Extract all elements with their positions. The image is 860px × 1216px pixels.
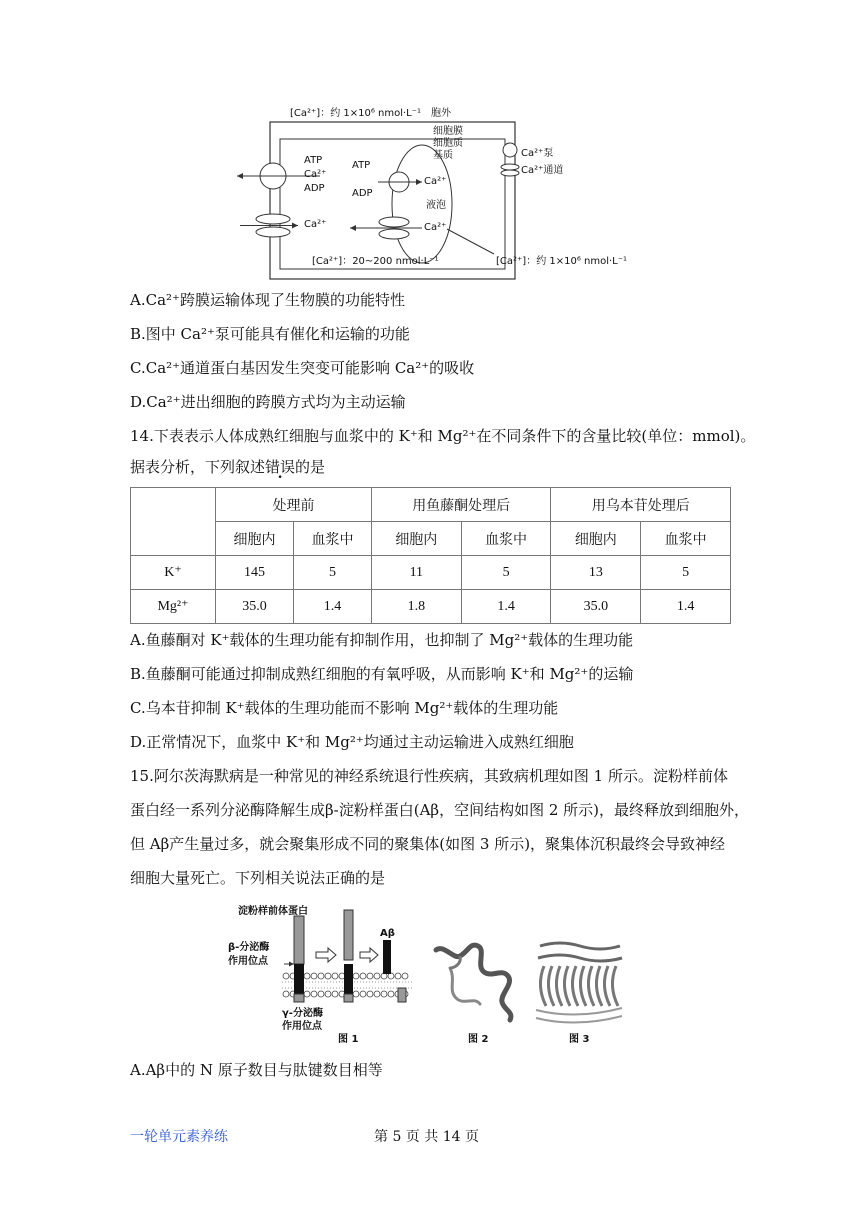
table-group-header: 处理前	[216, 488, 372, 522]
table-cell: 5	[293, 556, 371, 590]
diagram-bottom-label: [Ca²⁺]：20~200 nmol·L⁻¹	[312, 256, 439, 267]
figure-1-caption: 图 1	[338, 1034, 359, 1045]
table-sub-header: 细胞内	[216, 522, 294, 556]
ion-content-table	[130, 487, 731, 624]
table-cell: 1.4	[293, 590, 371, 624]
table-cell: 13	[551, 556, 641, 590]
q14-stem-line1: 14.下表表示人体成熟红细胞与血浆中的 K⁺和 Mg²⁺在不同条件下的含量比较(单位：mmol)。	[130, 427, 756, 445]
atp-label-left: ATP	[304, 155, 323, 166]
q14-option-d: D.正常情况下，血浆中 K⁺和 Mg²⁺均通过主动运输进入成熟红细胞	[130, 733, 574, 751]
q14-stem-line2	[130, 456, 325, 478]
q14-option-c: C.乌本苷抑制 K⁺载体的生理功能而不影响 Mg²⁺载体的生理功能	[130, 699, 559, 717]
legend-pump-label: Ca²⁺泵	[521, 148, 554, 159]
footer-series-link[interactable]: 一轮单元素养练	[130, 1129, 228, 1145]
diagram-right-label: [Ca²⁺]：约 1×10⁶ nmol·L⁻¹	[496, 256, 628, 267]
q15-stem-line2: 蛋白经一系列分泌酶降解生成β-淀粉样蛋白(Aβ，空间结构如图 2 所示)，最终释放到细胞外，	[130, 801, 750, 819]
cytoplasm-label: 细胞质	[433, 138, 463, 149]
adp-label-left: ADP	[304, 183, 325, 194]
table-row	[131, 590, 731, 624]
table-cell: 5	[461, 556, 551, 590]
app-label: 淀粉样前体蛋白	[238, 906, 308, 917]
vacuole-label: 液泡	[426, 200, 446, 211]
q14-stem-pre: 据表分析，下列叙述	[130, 458, 266, 476]
table-cell: 35.0	[551, 590, 641, 624]
matrix-label: 基质	[433, 150, 453, 161]
atp-label-vacuole: ATP	[352, 160, 371, 171]
table-cell: 5	[641, 556, 731, 590]
table-cell: 145	[216, 556, 294, 590]
q14-option-b: B.鱼藤酮可能通过抑制成熟红细胞的有氧呼吸，从而影响 K⁺和 Mg²⁺的运输	[130, 665, 634, 683]
ca-channel-label-vacuole: Ca²⁺	[424, 222, 447, 233]
table-row	[131, 556, 731, 590]
q13-option-a: A.Ca²⁺跨膜运输体现了生物膜的功能特性	[130, 291, 405, 309]
table-sub-header: 细胞内	[551, 522, 641, 556]
abeta-aggregate-figure	[530, 936, 630, 1028]
q15-stem-line4: 细胞大量死亡。下列相关说法正确的是	[130, 869, 386, 887]
table-sub-header: 细胞内	[371, 522, 461, 556]
gamma-secretase-label: γ-分泌酶	[282, 1008, 323, 1019]
q15-stem-line1: 15.阿尔茨海默病是一种常见的神经系统退行性疾病，其致病机理如图 1 所示。淀粉样前体	[130, 767, 728, 785]
table-row-label: Mg²⁺	[131, 590, 216, 624]
legend-channel-label: Ca²⁺通道	[521, 165, 564, 176]
table-sub-header: 血浆中	[293, 522, 371, 556]
table-group-header: 用鱼藤酮处理后	[371, 488, 551, 522]
membrane-label: 细胞膜	[433, 126, 463, 137]
figure-3-caption: 图 3	[569, 1034, 590, 1045]
table-cell: 1.4	[461, 590, 551, 624]
gamma-site-label: 作用位点	[282, 1021, 322, 1032]
table-cell: 1.4	[641, 590, 731, 624]
q15-option-a: A.Aβ中的 N 原子数目与肽键数目相等	[130, 1061, 383, 1079]
table-corner-cell	[131, 488, 216, 556]
abeta-structure-figure	[430, 938, 520, 1028]
table-sub-header: 血浆中	[641, 522, 731, 556]
diagram-top-label: [Ca²⁺]：约 1×10⁶ nmol·L⁻¹ 胞外	[290, 108, 452, 119]
diagram-membrane-labels	[433, 126, 463, 162]
abeta-label: Aβ	[380, 928, 395, 939]
table-cell: 11	[371, 556, 461, 590]
page-number: 第 5 页 共 14 页	[374, 1129, 479, 1145]
q13-option-c: C.Ca²⁺通道蛋白基因发生突变可能影响 Ca²⁺的吸收	[130, 359, 475, 377]
table-cell: 1.8	[371, 590, 461, 624]
ca-label-left: Ca²⁺	[304, 169, 327, 180]
figure-2-caption: 图 2	[468, 1034, 489, 1045]
table-group-header: 用乌本苷处理后	[551, 488, 731, 522]
q14-option-a: A.鱼藤酮对 K⁺载体的生理功能有抑制作用，也抑制了 Mg²⁺载体的生理功能	[130, 631, 634, 649]
beta-site-label: 作用位点	[228, 956, 268, 967]
adp-label-vacuole: ADP	[352, 188, 373, 199]
table-row-label: K⁺	[131, 556, 216, 590]
ca-label-vacuole: Ca²⁺	[424, 176, 447, 187]
q13-option-d: D.Ca²⁺进出细胞的跨膜方式均为主动运输	[130, 393, 406, 411]
table-sub-header: 血浆中	[461, 522, 551, 556]
table-cell: 35.0	[216, 590, 294, 624]
q14-stem-emphasis: 错误	[265, 458, 296, 476]
q13-option-b: B.图中 Ca²⁺泵可能具有催化和运输的功能	[130, 325, 410, 343]
q15-stem-line3: 但 Aβ产生量过多，就会聚集形成不同的聚集体(如图 3 所示)，聚集体沉积最终会导致神经	[130, 835, 726, 853]
q14-stem-post: 的是	[295, 458, 326, 476]
ca-channel-label-left: Ca²⁺	[304, 219, 327, 230]
beta-secretase-label: β-分泌酶	[228, 942, 270, 953]
